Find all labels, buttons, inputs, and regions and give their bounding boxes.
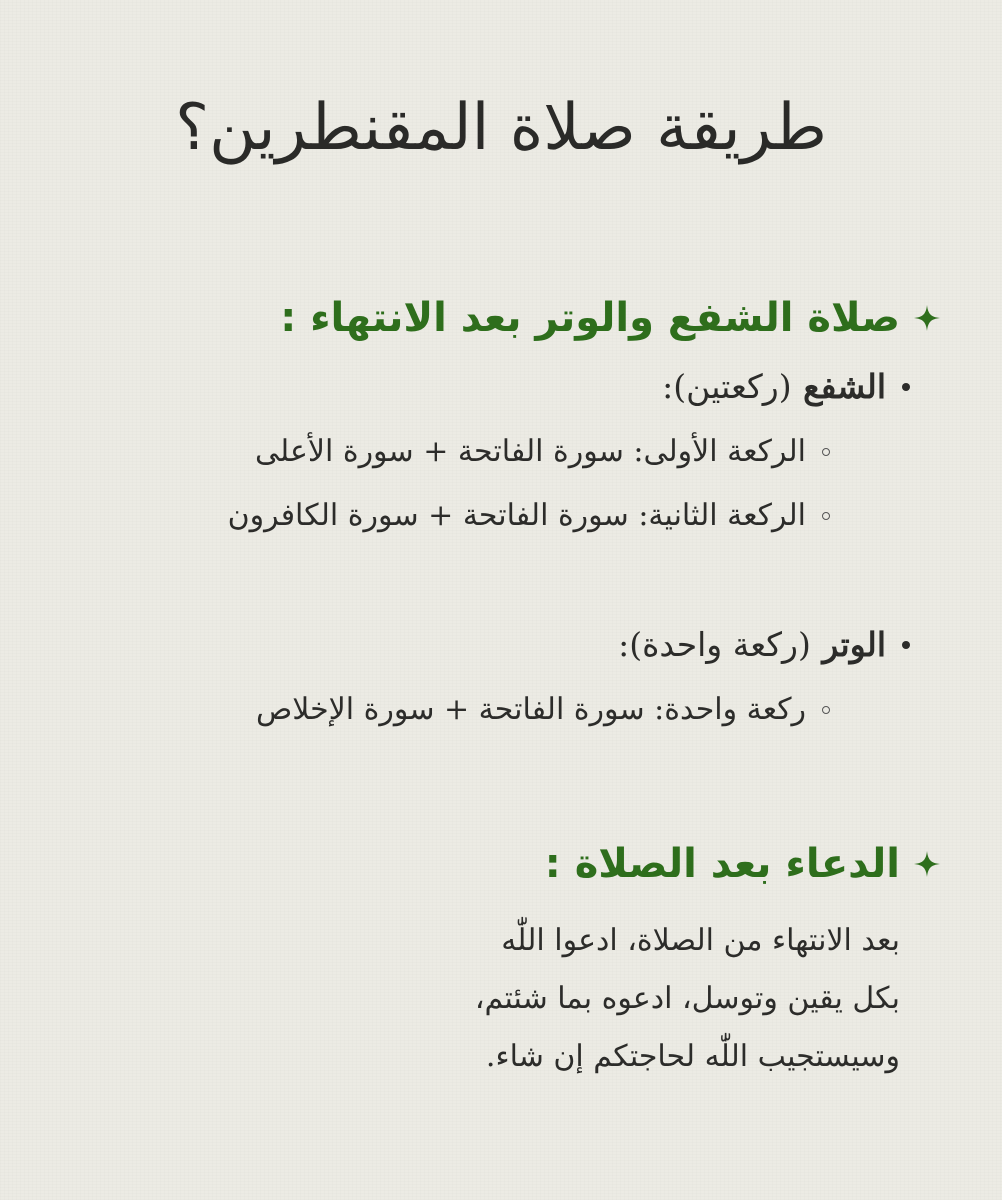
filled-disc-icon	[902, 383, 910, 391]
four-point-star-icon	[914, 305, 940, 331]
paragraph-line: بعد الانتهاء من الصلاة، ادعوا اللّٰه	[501, 923, 900, 958]
bullet-detail-witr: (ركعة واحدة):	[618, 625, 811, 664]
hollow-circle-icon	[822, 512, 830, 520]
page-title: طريقة صلاة المقنطرين؟	[175, 91, 827, 165]
bullet-title-shafa: الشفع	[803, 367, 886, 406]
section-heading-text: صلاة الشفع والوتر بعد الانتهاء :	[280, 295, 900, 341]
section-heading-shafa-witr	[280, 290, 940, 346]
hollow-circle-icon	[822, 448, 830, 456]
sub-item-text: الركعة الثانية: سورة الفاتحة + سورة الكافرون	[227, 498, 806, 533]
section-heading-text: الدعاء بعد الصلاة :	[544, 841, 900, 887]
section-heading-dua	[545, 836, 940, 892]
hollow-circle-icon	[822, 706, 830, 714]
four-point-star-icon	[914, 851, 940, 877]
list-item-shafa	[662, 362, 910, 412]
list-item-witr	[618, 620, 910, 670]
bullet-title-witr: الوتر	[822, 625, 886, 664]
paragraph-line: بكل يقين وتوسل، ادعوه بما شئتم،	[474, 981, 900, 1016]
filled-disc-icon	[902, 641, 910, 649]
sub-item-text: ركعة واحدة: سورة الفاتحة + سورة الإخلاص	[255, 692, 806, 727]
bullet-detail-shafa: (ركعتين):	[662, 367, 792, 406]
sub-list-item	[255, 428, 830, 476]
sub-item-text: الركعة الأولى: سورة الفاتحة + سورة الأعلى	[255, 434, 806, 469]
dua-paragraph	[380, 912, 900, 1086]
paragraph-line: وسيستجيب اللّٰه لحاجتكم إن شاء.	[485, 1039, 900, 1074]
sub-list-item	[256, 686, 830, 734]
sub-list-item	[228, 492, 830, 540]
